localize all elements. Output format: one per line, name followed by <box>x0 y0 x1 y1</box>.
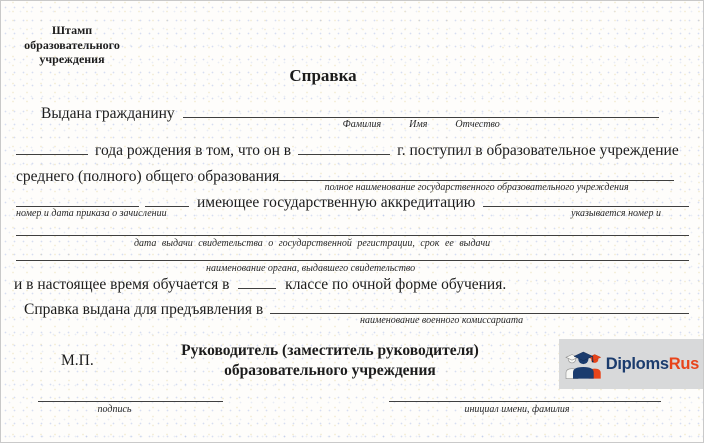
grade-blank <box>238 284 276 289</box>
order-number-caption: номер и дата приказа о зачислении <box>16 208 167 219</box>
initials-blank <box>389 401 661 415</box>
enroll-text: г. поступил в образовательное учреждение <box>397 142 679 159</box>
stamp-line: Штамп <box>51 23 93 37</box>
authority-blank <box>16 260 689 274</box>
issued-to-label: Выдана гражданину <box>41 105 175 122</box>
order-number-blank-2 <box>145 202 189 207</box>
issued-to-row <box>16 104 659 130</box>
school-name-blank <box>279 176 674 193</box>
fullname-blank <box>183 113 659 130</box>
graduates-icon <box>564 343 603 385</box>
fullname-caption <box>343 119 500 130</box>
presentation-label: Справка выдана для предъявления в <box>24 301 264 318</box>
logo-wordmark <box>606 355 699 374</box>
stamp-placeholder <box>11 23 133 67</box>
logo-text-rus: Rus <box>668 354 699 373</box>
school-name-caption: полное наименование государственного образовательного учреждения <box>324 182 629 193</box>
birth-year-text: года рождения в том, что он в <box>95 142 292 159</box>
commissariat-blank <box>270 309 689 326</box>
stamp-line: образовательного <box>24 37 120 52</box>
study-row <box>14 275 689 294</box>
study-text-before: и в настоящее время обучается в <box>14 276 230 293</box>
signer-role-line: Руководитель (заместитель руководителя) <box>181 342 479 359</box>
accreditation-number-blank <box>483 202 689 219</box>
registration-caption: дата выдачи свидетельства о государственной регистрации, срок ее выдачи <box>134 238 491 249</box>
caption-surname: Фамилия <box>342 119 382 130</box>
accreditation-label: имеющее государственную аккредитацию <box>197 194 476 211</box>
authority-caption: наименование органа, выдавшего свидетельство <box>206 263 416 274</box>
birth-year-row <box>16 141 689 160</box>
diplomsrus-watermark <box>559 339 703 389</box>
initials-caption: инициал имени, фамилия <box>464 404 570 415</box>
school-row <box>16 167 674 193</box>
birth-year-blank <box>16 150 88 155</box>
stamp-line: учреждения <box>39 52 105 66</box>
caption-name: Имя <box>409 119 428 130</box>
signature-caption: подпись <box>97 404 132 415</box>
presentation-row <box>16 300 689 326</box>
study-text-after: классе по очной форме обучения. <box>285 276 507 293</box>
caption-patronymic: Отчество <box>455 119 500 130</box>
signer-role-line: образовательного учреждения <box>224 362 436 379</box>
school-label: среднего (полного) общего образования <box>16 168 280 185</box>
order-number-blank <box>16 202 167 219</box>
enroll-year-blank <box>298 150 390 155</box>
document-title: Справка <box>289 66 357 85</box>
registration-blank <box>16 235 689 249</box>
accreditation-row <box>16 193 689 219</box>
signature-blank <box>38 401 223 415</box>
accreditation-caption: указывается номер и <box>571 208 661 219</box>
logo-text-diploms: Diploms <box>605 354 669 373</box>
commissariat-caption: наименование военного комиссариата <box>360 315 524 326</box>
seal-mark: М.П. <box>61 352 94 369</box>
